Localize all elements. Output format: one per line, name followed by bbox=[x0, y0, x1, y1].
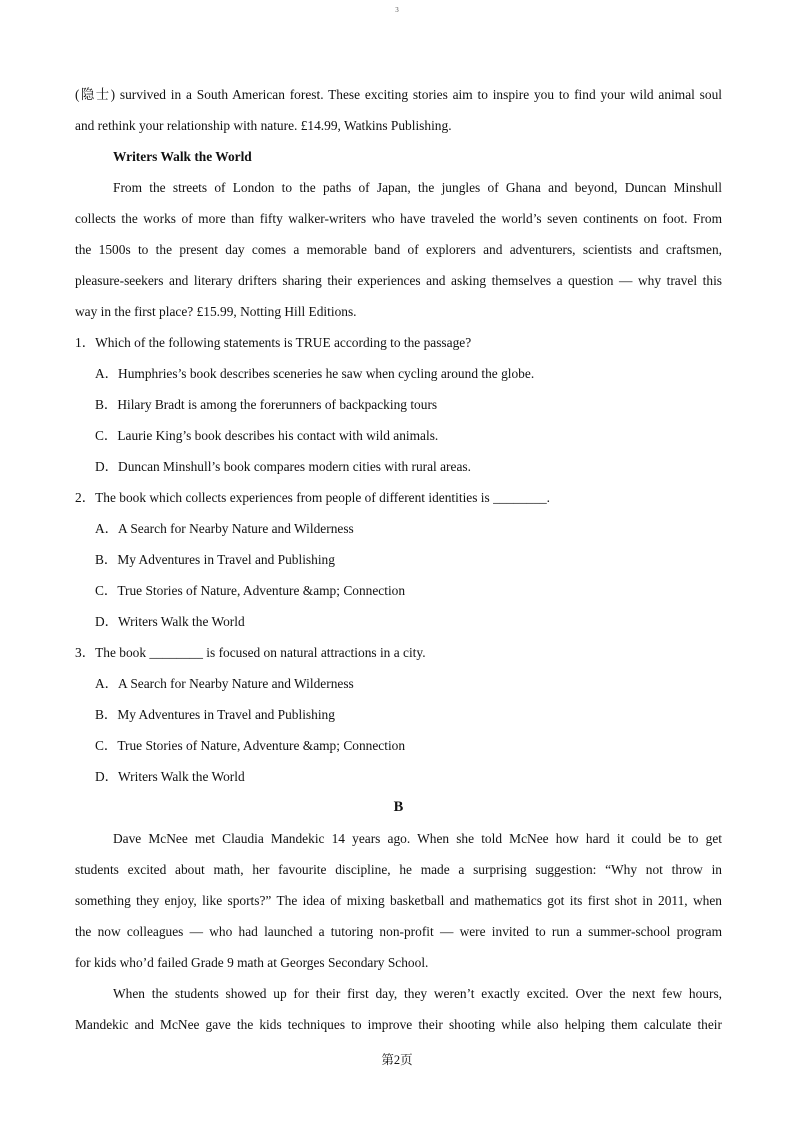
question-stem: 1．Which of the following statements is TRUE according to the passage? bbox=[75, 335, 472, 350]
question-option: B．My Adventures in Travel and Publishing bbox=[95, 707, 335, 722]
question-option: A．A Search for Nearby Nature and Wilderness bbox=[95, 676, 354, 691]
document-body bbox=[75, 79, 722, 1040]
book-line: pleasure-seekers and literary drifters sharing their experiences and asking themselves a question — why travel this bbox=[75, 273, 722, 288]
paragraph-line: When the students showed up for their first day, they weren’t exactly excited. Over the next few hours, bbox=[113, 986, 722, 1001]
paragraph-line: the now colleagues — who had launched a tutoring non-profit — were invited to run a summer-school program bbox=[75, 924, 722, 939]
question-option: A．Humphries’s book describes sceneries he saw when cycling around the globe. bbox=[95, 366, 535, 381]
question-option: B．Hilary Bradt is among the forerunners of backpacking tours bbox=[95, 397, 438, 412]
paragraph-line: students excited about math, her favourite discipline, he made a surprising suggestion: “Why not throw in bbox=[75, 862, 722, 877]
question-option: C．True Stories of Nature, Adventure &amp; Connection bbox=[95, 583, 406, 598]
book-title: Writers Walk the World bbox=[113, 149, 252, 164]
intro-line: (隐士) survived in a South American forest. These exciting stories aim to inspire you to find your wild animal soul bbox=[75, 87, 722, 102]
book-line: From the streets of London to the paths of Japan, the jungles of Ghana and beyond, Duncan Minshull bbox=[113, 180, 722, 195]
question-option: C．Laurie King’s book describes his contact with wild animals. bbox=[95, 428, 439, 443]
question-option: D．Writers Walk the World bbox=[95, 614, 245, 629]
paragraph-line: for kids who’d failed Grade 9 math at Georges Secondary School. bbox=[75, 955, 429, 970]
paragraph-line: Dave McNee met Claudia Mandekic 14 years ago. When she told McNee how hard it could be to get bbox=[113, 831, 722, 846]
intro-line: and rethink your relationship with nature. £14.99, Watkins Publishing. bbox=[75, 118, 452, 133]
question-option: D．Writers Walk the World bbox=[95, 769, 245, 784]
question-stem: 3．The book ________ is focused on natural attractions in a city. bbox=[75, 645, 426, 660]
question-option: B．My Adventures in Travel and Publishing bbox=[95, 552, 335, 567]
top-page-mark: 3 bbox=[395, 6, 399, 14]
paragraph-line: something they enjoy, like sports?” The idea of mixing basketball and mathematics got its first shot in 2011, when bbox=[75, 893, 722, 908]
book-line: way in the first place? £15.99, Notting Hill Editions. bbox=[75, 304, 357, 319]
paragraph-line: Mandekic and McNee gave the kids techniques to improve their shooting while also helping them calculate their bbox=[75, 1017, 722, 1032]
question-stem: 2．The book which collects experiences from people of different identities is ________. bbox=[75, 490, 550, 505]
question-option: C．True Stories of Nature, Adventure &amp; Connection bbox=[95, 738, 406, 753]
book-line: collects the works of more than fifty walker-writers who have traveled the world’s seven continents on foot. From bbox=[75, 211, 722, 226]
book-line: the 1500s to the present day comes a memorable band of explorers and adventurers, scientists and craftsmen, bbox=[75, 242, 722, 257]
question-option: D．Duncan Minshull’s book compares modern cities with rural areas. bbox=[95, 459, 471, 474]
question-option: A．A Search for Nearby Nature and Wilderness bbox=[95, 521, 354, 536]
section-heading: B bbox=[393, 799, 404, 815]
page-footer: 第2页 bbox=[381, 1053, 413, 1067]
